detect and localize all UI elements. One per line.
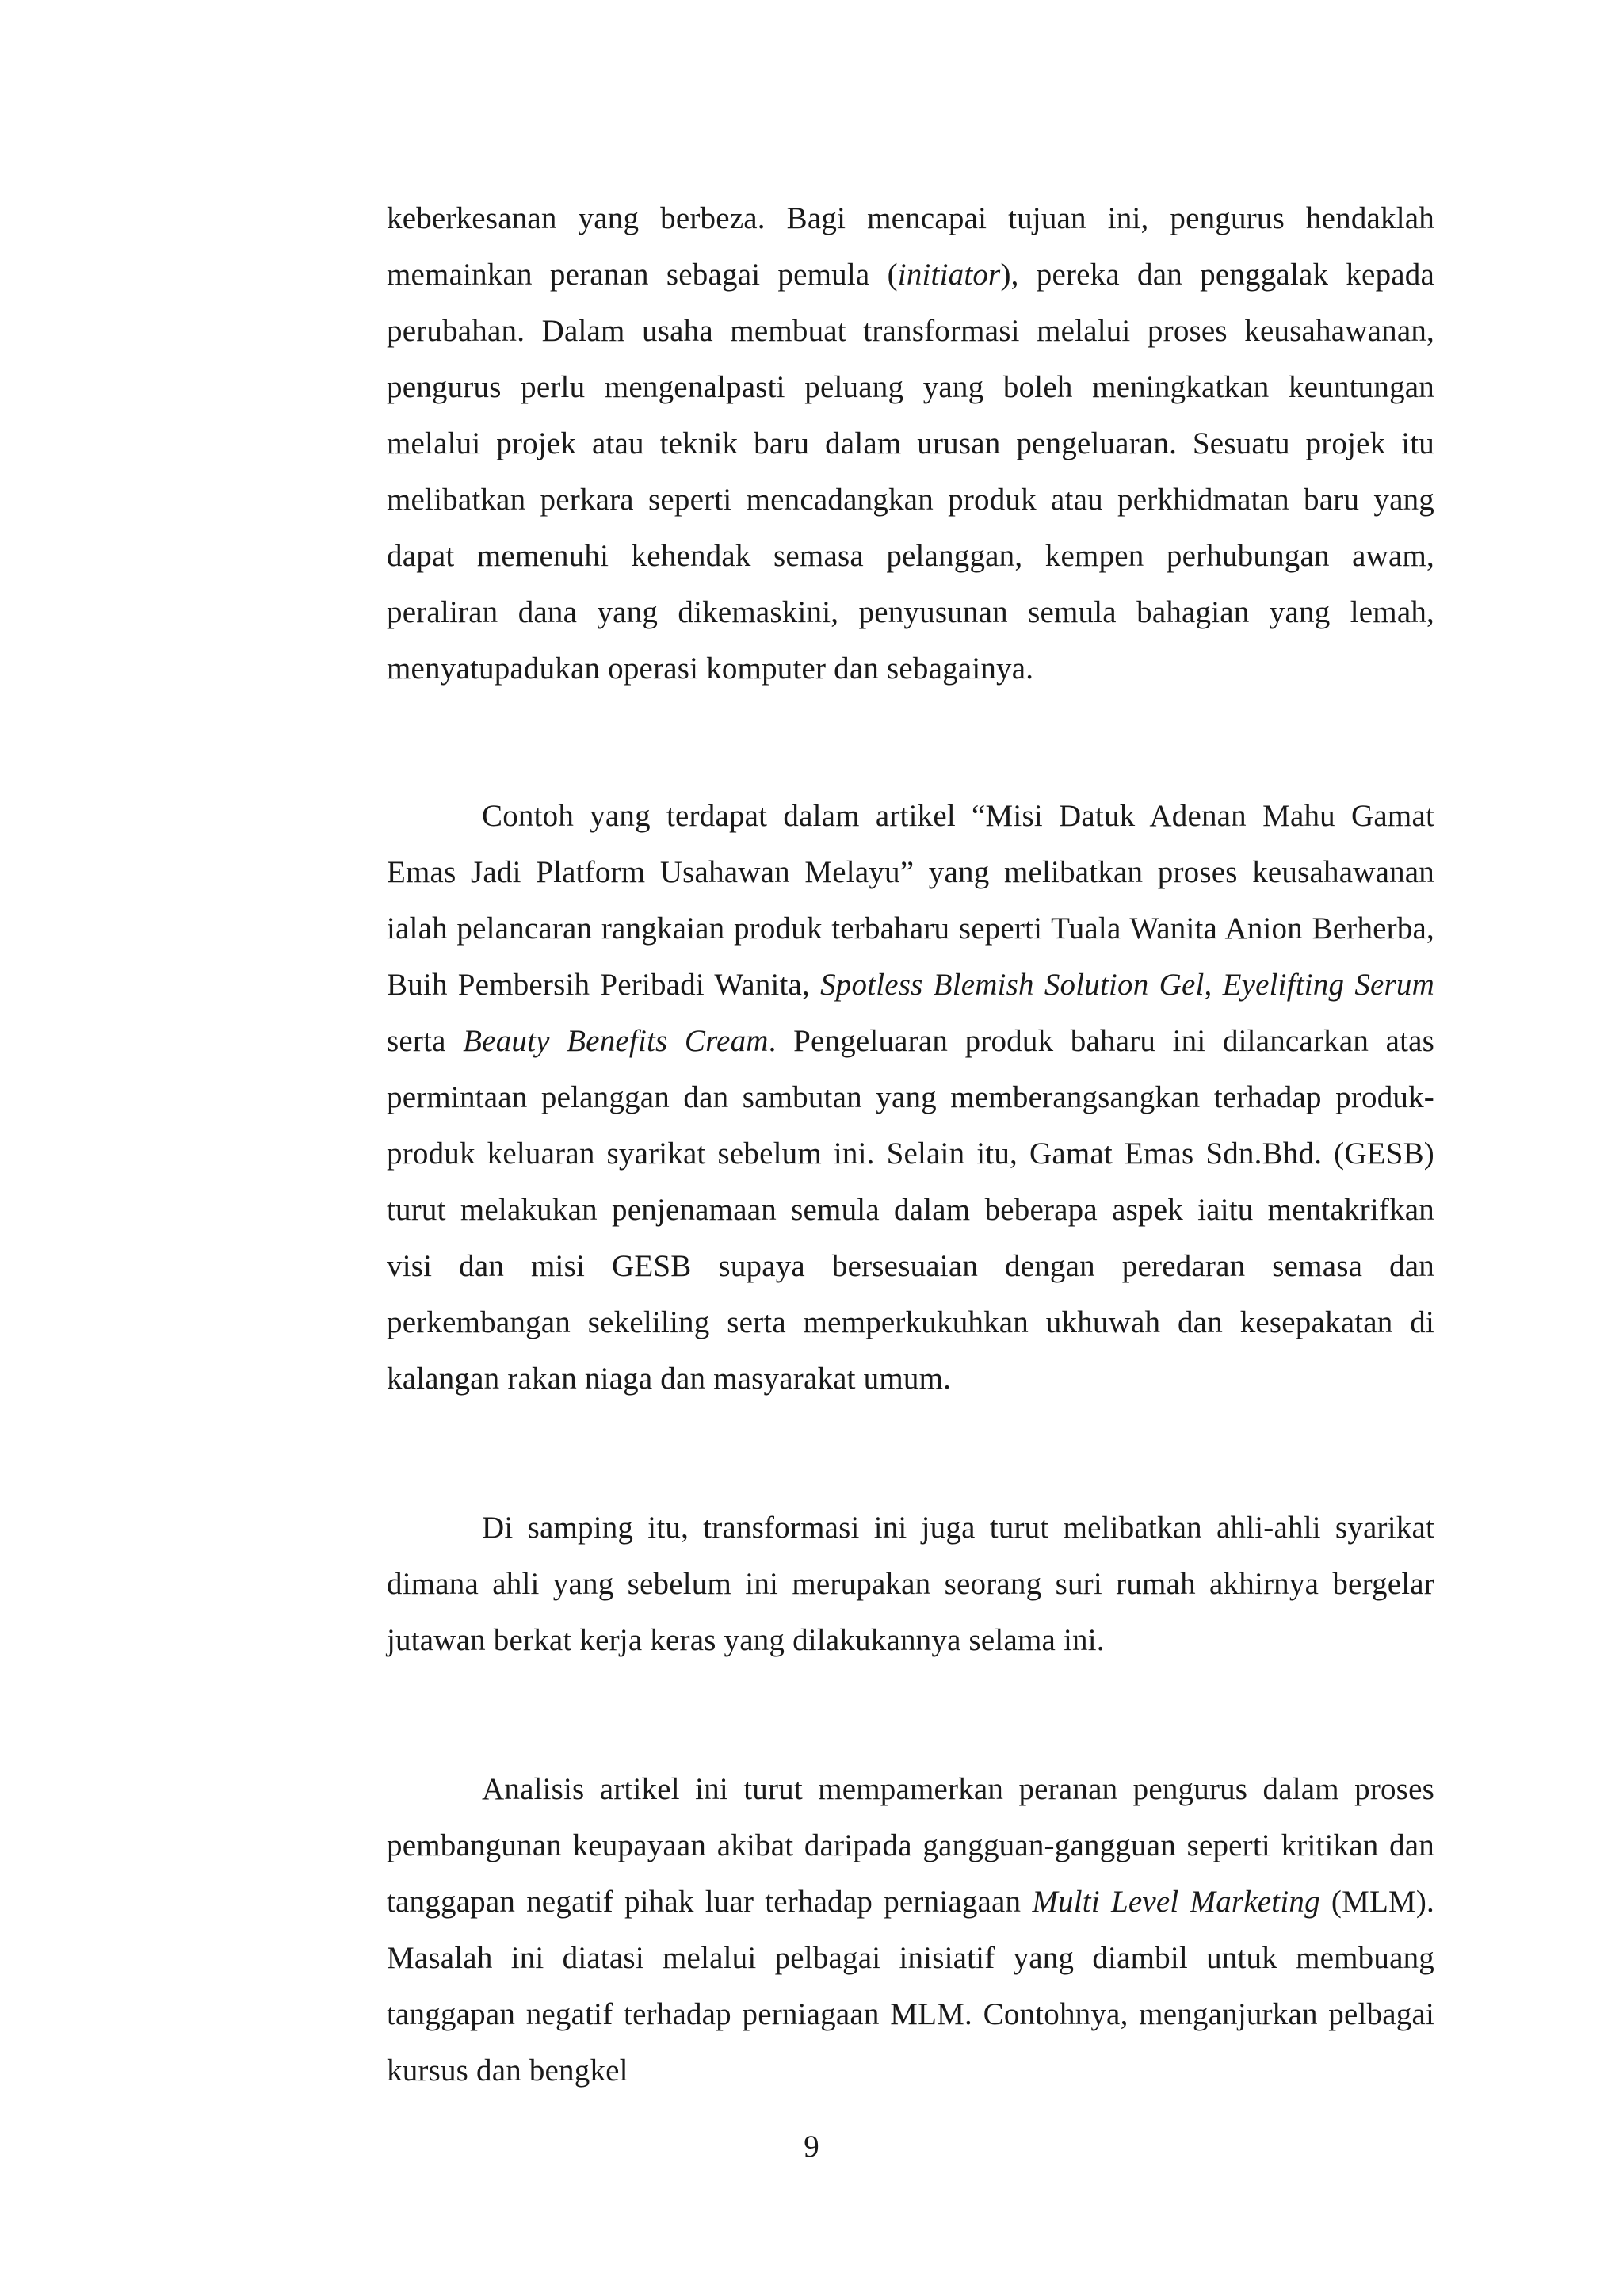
paragraph-2 (387, 788, 1434, 1407)
document-body (387, 190, 1434, 2099)
text-segment: . Pengeluaran produk baharu ini dilancarkan atas permintaan pelanggan dan sambutan yang memberangsangkan terhadap produk-produk keluaran syarikat sebelum ini. Selain itu, Gamat Emas Sdn.Bhd. (GESB) turut melakukan penjenamaan semula dalam beberapa aspek iaitu mentakrifkan visi dan misi GESB supaya bersesuaian dengan peredaran semasa dan perkembangan sekeliling serta memperkukuhkan ukhuwah dan kesepakatan di kalangan rakan niaga dan masyarakat umum. (387, 1024, 1434, 1396)
italic-term: Spotless Blemish Solution Gel, Eyelifting Serum (820, 968, 1434, 1002)
paragraph-4 (387, 1761, 1434, 2099)
italic-term: initiator (897, 258, 1001, 292)
paragraph-3 (387, 1499, 1434, 1668)
italic-term: Beauty Benefits Cream (463, 1024, 769, 1058)
paragraph-spacer (387, 1668, 1434, 1761)
text-segment: serta (387, 1024, 464, 1058)
text-segment: ), pereka dan penggalak kepada perubahan. Dalam usaha membuat transformasi melalui proses keusahawanan, pengurus perlu mengenalpasti peluang yang boleh meningkatkan keuntungan melalui projek atau teknik baru dalam urusan pengeluaran. Sesuatu projek itu melibatkan perkara seperti mencadangkan produk atau perkhidmatan baru yang dapat memenuhi kehendak semasa pelanggan, kempen perhubungan awam, peraliran dana yang dikemaskini, penyusunan semula bahagian yang lemah, menyatupadukan operasi komputer dan sebagainya. (387, 258, 1434, 686)
text-segment: Analisis artikel ini turut mempamerkan peranan pengurus dalam proses pembangunan keupayaan akibat daripada gangguan-gangguan seperti kritikan dan tanggapan negatif pihak luar terhadap perniagaan (387, 1772, 1434, 1919)
italic-term: Multi Level Marketing (1032, 1885, 1320, 1919)
paragraph-spacer (387, 1407, 1434, 1499)
paragraph-spacer (387, 697, 1434, 788)
text-segment: Contoh yang terdapat dalam artikel “Misi Datuk Adenan Mahu Gamat Emas Jadi Platform Usahawan Melayu” yang melibatkan proses keusahawanan ialah pelancaran rangkaian produk terbaharu seperti Tuala Wanita Anion Berherba, Buih Pembersih Peribadi Wanita, (387, 799, 1434, 1002)
text-segment: keberkesanan yang berbeza. Bagi mencapai tujuan ini, pengurus hendaklah memainkan peranan sebagai pemula ( (387, 201, 1434, 292)
text-segment: Di samping itu, transformasi ini juga turut melibatkan ahli-ahli syarikat dimana ahli yang sebelum ini merupakan seorang suri rumah akhirnya bergelar jutawan berkat kerja keras yang dilakukannya selama ini. (387, 1511, 1434, 1657)
paragraph-1 (387, 190, 1434, 697)
text-segment: (MLM). Masalah ini diatasi melalui pelbagai inisiatif yang diambil untuk membuang tanggapan negatif terhadap perniagaan MLM. Contohnya, menganjurkan pelbagai kursus dan bengkel (387, 1885, 1434, 2088)
page-number: 9 (804, 2130, 819, 2164)
